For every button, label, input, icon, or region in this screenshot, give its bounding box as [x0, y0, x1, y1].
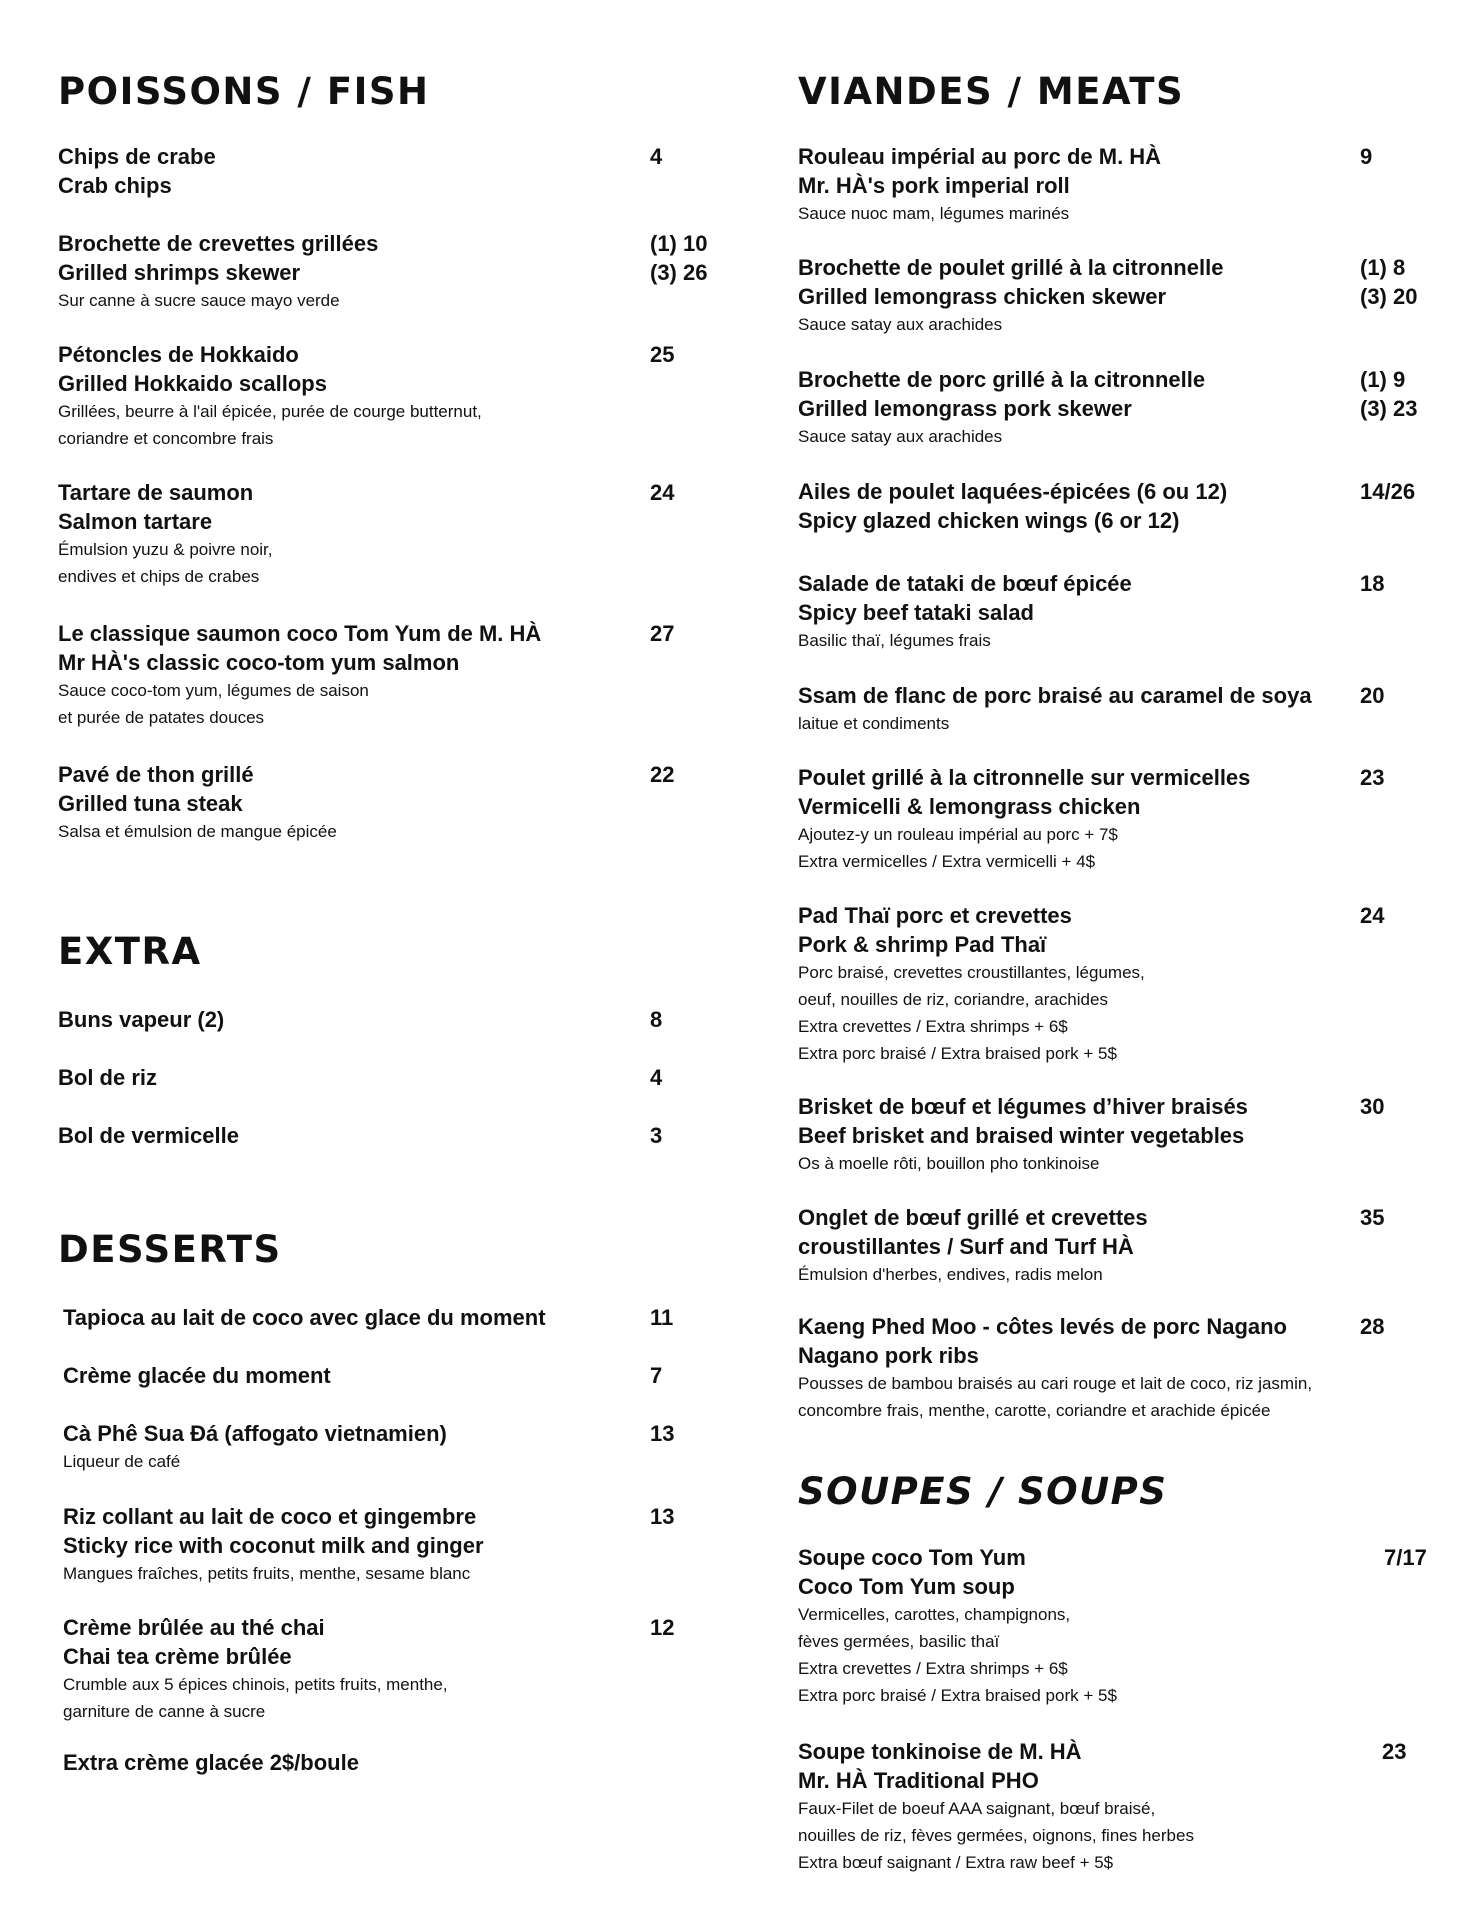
item-description: Pousses de bambou braisés au cari rouge et lait de coco, riz jasmin, — [798, 1374, 1313, 1393]
item-description: coriandre et concombre frais — [58, 429, 274, 448]
item-name-fr: Pétoncles de Hokkaido — [58, 342, 299, 367]
item-name-fr: Brochette de poulet grillé à la citronnelle — [798, 255, 1224, 280]
menu-item — [798, 142, 1438, 227]
item-description: endives et chips de crabes — [58, 567, 260, 586]
item-price — [1360, 253, 1417, 311]
item-price: 27 — [650, 621, 675, 646]
menu-item — [798, 477, 1438, 535]
item-description: garniture de canne à sucre — [63, 1702, 266, 1721]
item-description: Sauce nuoc mam, légumes marinés — [798, 204, 1070, 223]
item-name-en: Grilled lemongrass pork skewer — [798, 396, 1132, 421]
menu-item — [798, 1543, 1438, 1709]
item-name-fr: Cà Phê Sua Đá (affogato vietnamien) — [63, 1421, 447, 1446]
item-name-fr: Soupe tonkinoise de M. HÀ — [798, 1739, 1082, 1764]
desserts-section — [58, 1228, 738, 1272]
item-name-fr: Rouleau impérial au porc de M. HÀ — [798, 144, 1162, 169]
item-description: Émulsion yuzu & poivre noir, — [58, 540, 273, 559]
item-name-fr: Kaeng Phed Moo - côtes levés de porc Nagano — [798, 1314, 1287, 1339]
item-name-fr: Riz collant au lait de coco et gingembre — [63, 1504, 477, 1529]
item-name-fr: Brochette de porc grillé à la citronnelle — [798, 367, 1206, 392]
item-name-en: croustillantes / Surf and Turf HÀ — [798, 1234, 1134, 1259]
item-name-en: Salmon tartare — [58, 509, 213, 534]
item-description: Ajoutez-y un rouleau impérial au porc + 7$ — [798, 825, 1118, 844]
item-description: Grillées, beurre à l'ail épicée, purée de courge butternut, — [58, 402, 482, 421]
item-name-en: Mr HÀ's classic coco-tom yum salmon — [58, 650, 460, 675]
item-description: laitue et condiments — [798, 714, 950, 733]
item-name-fr: Tartare de saumon — [58, 480, 254, 505]
menu-item — [58, 229, 738, 314]
item-name-fr: Crème glacée du moment — [63, 1363, 331, 1388]
item-price — [650, 229, 707, 287]
item-name-en: Crab chips — [58, 173, 172, 198]
item-name-en: Mr. HÀ's pork imperial roll — [798, 173, 1070, 198]
item-name-fr: Poulet grillé à la citronnelle sur vermicelles — [798, 765, 1251, 790]
item-description: Sur canne à sucre sauce mayo verde — [58, 291, 340, 310]
item-name-fr: Soupe coco Tom Yum — [798, 1545, 1026, 1570]
price-single: (1) 8 — [1360, 255, 1406, 280]
item-price: 4 — [650, 144, 663, 169]
menu-item — [63, 1613, 743, 1725]
item-price: 12 — [650, 1615, 675, 1640]
fish-section — [58, 70, 738, 114]
item-price: 24 — [650, 480, 675, 505]
price-triple: (3) 23 — [1360, 396, 1418, 421]
menu-item — [58, 1121, 738, 1150]
item-price: 14/26 — [1360, 479, 1416, 504]
item-name-en: Grilled tuna steak — [58, 791, 243, 816]
item-description: fèves germées, basilic thaï — [798, 1632, 1000, 1651]
menu-item — [63, 1502, 743, 1587]
item-price: 13 — [650, 1421, 675, 1446]
price-single: (1) 9 — [1360, 367, 1406, 392]
item-description: Extra crevettes / Extra shrimps + 6$ — [798, 1017, 1068, 1036]
menu-item — [63, 1748, 743, 1777]
item-name-en: Coco Tom Yum soup — [798, 1574, 1015, 1599]
item-name-en: Vermicelli & lemongrass chicken — [798, 794, 1141, 819]
item-description: Faux-Filet de boeuf AAA saignant, bœuf braisé, — [798, 1799, 1156, 1818]
item-name-fr: Le classique saumon coco Tom Yum de M. HÀ — [58, 621, 542, 646]
item-price: 11 — [650, 1305, 674, 1330]
item-description: Extra vermicelles / Extra vermicelli + 4$ — [798, 852, 1096, 871]
menu-item — [798, 253, 1438, 338]
item-price: 22 — [650, 762, 675, 787]
item-price: 20 — [1360, 683, 1385, 708]
item-price: 9 — [1360, 144, 1373, 169]
item-name-fr: Ssam de flanc de porc braisé au caramel de soya — [798, 683, 1312, 708]
menu-item — [63, 1303, 743, 1332]
item-description: Sauce coco-tom yum, légumes de saison — [58, 681, 369, 700]
item-description: nouilles de riz, fèves germées, oignons, fines herbes — [798, 1826, 1194, 1845]
item-name-fr: Tapioca au lait de coco avec glace du moment — [63, 1305, 546, 1330]
price-single: (1) 10 — [650, 231, 708, 256]
item-description: Extra bœuf saignant / Extra raw beef + 5$ — [798, 1853, 1114, 1872]
menu-item — [63, 1419, 743, 1475]
item-price — [1360, 365, 1417, 423]
menu-item — [58, 1063, 738, 1092]
item-description: Mangues fraîches, petits fruits, menthe, sesame blanc — [63, 1564, 471, 1583]
item-description: Basilic thaï, légumes frais — [798, 631, 991, 650]
item-name-fr: Pavé de thon grillé — [58, 762, 254, 787]
item-name-fr: Chips de crabe — [58, 144, 216, 169]
item-name-fr: Bol de riz — [58, 1065, 158, 1090]
menu-item — [58, 760, 738, 845]
menu-item — [798, 569, 1438, 654]
menu-item — [798, 1203, 1438, 1288]
item-name-en: Nagano pork ribs — [798, 1343, 979, 1368]
menu-item — [798, 1737, 1438, 1876]
item-name-en: Beef brisket and braised winter vegetables — [798, 1123, 1245, 1148]
section-title: EXTRA — [58, 930, 202, 973]
menu-item — [58, 619, 738, 731]
item-price: 23 — [1382, 1739, 1407, 1764]
menu-item — [798, 1092, 1438, 1177]
item-description: Liqueur de café — [63, 1452, 181, 1471]
section-title: POISSONS / FISH — [58, 70, 430, 113]
meats-section — [798, 70, 1438, 114]
item-price: 30 — [1360, 1094, 1385, 1119]
price-triple: (3) 26 — [650, 260, 708, 285]
menu-item — [58, 142, 738, 200]
item-price: 8 — [650, 1007, 663, 1032]
extra-section — [58, 930, 738, 974]
item-price: 3 — [650, 1123, 663, 1148]
item-name-fr: Ailes de poulet laquées-épicées (6 ou 12) — [798, 479, 1228, 504]
menu-item — [63, 1361, 743, 1390]
item-description: Extra porc braisé / Extra braised pork + 5$ — [798, 1686, 1117, 1705]
item-price: 7/17 — [1384, 1545, 1427, 1570]
section-title: DESSERTS — [58, 1228, 282, 1271]
menu-item — [798, 1312, 1438, 1424]
item-description: Os à moelle rôti, bouillon pho tonkinoise — [798, 1154, 1100, 1173]
item-name-fr: Onglet de bœuf grillé et crevettes — [798, 1205, 1148, 1230]
menu-item — [58, 340, 738, 452]
item-description: oeuf, nouilles de riz, coriandre, arachides — [798, 990, 1108, 1009]
item-price: 7 — [650, 1363, 663, 1388]
item-name-fr: Brisket de bœuf et légumes d’hiver braisés — [798, 1094, 1248, 1119]
item-name-fr: Salade de tataki de bœuf épicée — [798, 571, 1132, 596]
item-description: Émulsion d'herbes, endives, radis melon — [798, 1265, 1103, 1284]
item-price: 28 — [1360, 1314, 1385, 1339]
item-price: 24 — [1360, 903, 1385, 928]
item-description: Salsa et émulsion de mangue épicée — [58, 822, 337, 841]
item-name-fr: Bol de vermicelle — [58, 1123, 239, 1148]
item-name-en: Spicy beef tataki salad — [798, 600, 1034, 625]
item-description: Porc braisé, crevettes croustillantes, légumes, — [798, 963, 1145, 982]
item-name-fr: Extra crème glacée 2$/boule — [63, 1750, 359, 1775]
item-price: 23 — [1360, 765, 1385, 790]
item-description: Sauce satay aux arachides — [798, 427, 1003, 446]
item-name-en: Sticky rice with coconut milk and ginger — [63, 1533, 484, 1558]
menu-item — [58, 478, 738, 590]
item-price: 13 — [650, 1504, 675, 1529]
section-title: SOUPES / SOUPS — [798, 1470, 1168, 1513]
item-name-fr: Crème brûlée au thé chai — [63, 1615, 325, 1640]
item-price: 18 — [1360, 571, 1385, 596]
menu-item — [58, 1005, 738, 1034]
item-description: concombre frais, menthe, carotte, coriandre et arachide épicée — [798, 1401, 1271, 1420]
item-name-en: Chai tea crème brûlée — [63, 1644, 292, 1669]
price-triple: (3) 20 — [1360, 284, 1418, 309]
soups-section — [798, 1470, 1438, 1514]
item-name-fr: Buns vapeur (2) — [58, 1007, 225, 1032]
menu-item — [798, 763, 1438, 875]
menu-item — [798, 901, 1438, 1067]
item-name-fr: Pad Thaï porc et crevettes — [798, 903, 1072, 928]
item-description: Sauce satay aux arachides — [798, 315, 1003, 334]
item-name-en: Pork & shrimp Pad Thaï — [798, 932, 1047, 957]
item-price: 35 — [1360, 1205, 1385, 1230]
item-description: Crumble aux 5 épices chinois, petits fruits, menthe, — [63, 1675, 448, 1694]
menu-item — [798, 365, 1438, 450]
item-name-en: Mr. HÀ Traditional PHO — [798, 1768, 1039, 1793]
menu-item — [798, 681, 1438, 737]
item-name-en: Grilled shrimps skewer — [58, 260, 301, 285]
item-description: et purée de patates douces — [58, 708, 265, 727]
item-name-en: Grilled Hokkaido scallops — [58, 371, 327, 396]
item-description: Extra crevettes / Extra shrimps + 6$ — [798, 1659, 1068, 1678]
item-name-en: Spicy glazed chicken wings (6 or 12) — [798, 508, 1180, 533]
section-title: VIANDES / MEATS — [798, 70, 1185, 113]
item-description: Extra porc braisé / Extra braised pork + 5$ — [798, 1044, 1117, 1063]
item-price: 4 — [650, 1065, 663, 1090]
item-description: Vermicelles, carottes, champignons, — [798, 1605, 1071, 1624]
item-price: 25 — [650, 342, 675, 367]
item-name-en: Grilled lemongrass chicken skewer — [798, 284, 1167, 309]
item-name-fr: Brochette de crevettes grillées — [58, 231, 379, 256]
